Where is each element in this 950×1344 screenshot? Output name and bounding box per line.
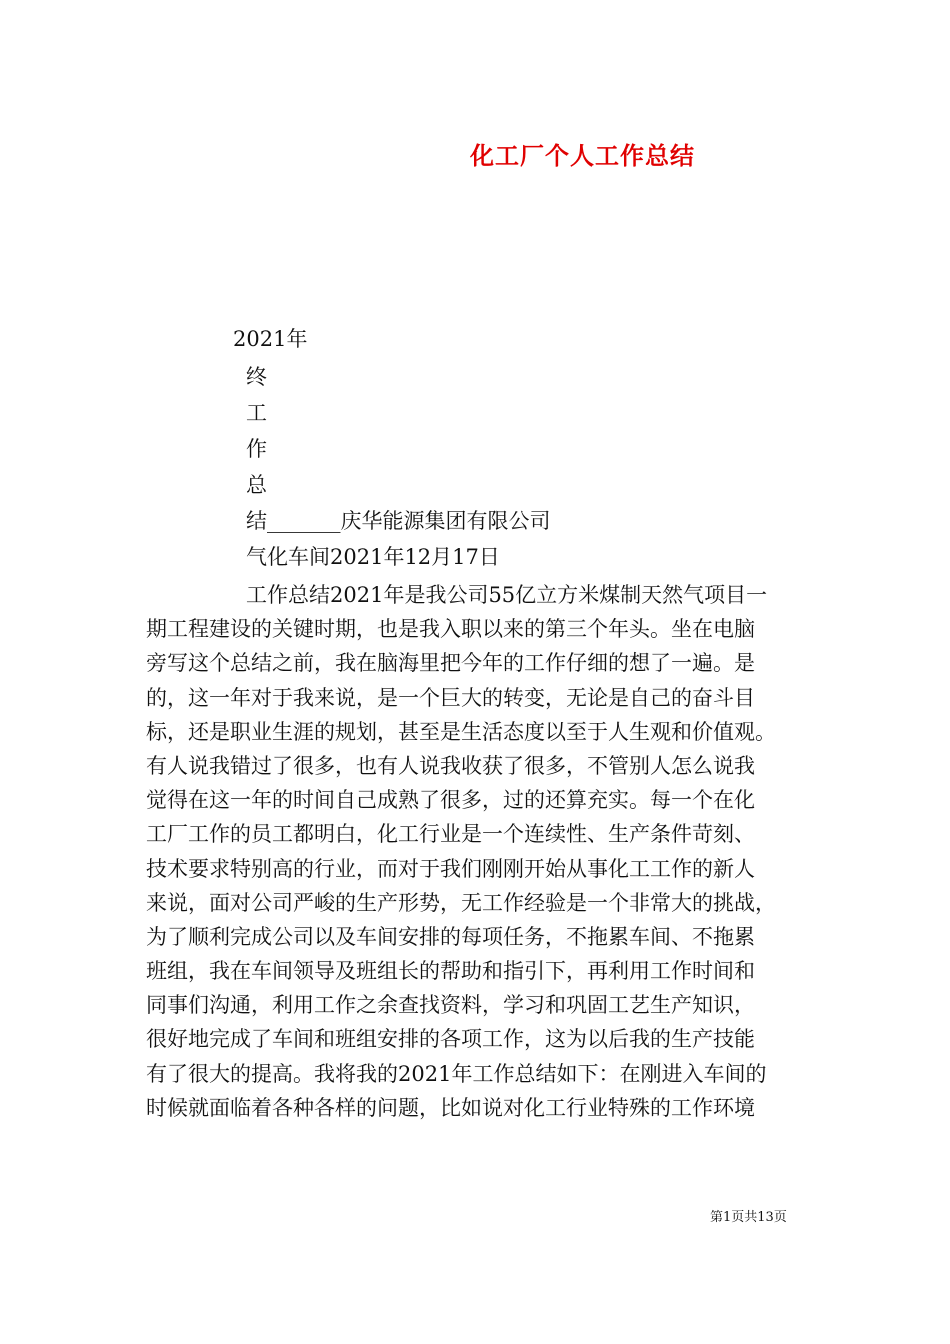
body-line: 工作总结2021年是我公司55亿立方米煤制天然气项目一 xyxy=(246,583,768,607)
body-line: 同事们沟通，利用工作之余查找资料，学习和巩固工艺生产知识， xyxy=(146,993,755,1018)
heading-vertical-char: 作 xyxy=(246,437,267,461)
document-title: 化工厂个人工作总结 xyxy=(470,141,695,170)
heading-vertical-char: 总 xyxy=(246,473,267,497)
body-line: 工厂工作的员工都明白，化工行业是一个连续性、生产条件苛刻、 xyxy=(146,822,755,847)
body-line: 期工程建设的关键时期，也是我入职以来的第三个年头。坐在电脑 xyxy=(146,617,755,642)
body-line: 的，这一年对于我来说，是一个巨大的转变，无论是自己的奋斗目 xyxy=(146,685,755,710)
body-line: 有人说我错过了很多，也有人说我收获了很多，不管别人怎么说我 xyxy=(146,753,755,778)
body-line: 为了顺利完成公司以及车间安排的每项任务，不拖累车间、不拖累 xyxy=(146,924,755,949)
body-line: 觉得在这一年的时间自己成熟了很多，过的还算充实。每一个在化 xyxy=(146,788,755,813)
page-number: 第1页共13页 xyxy=(710,1210,787,1225)
heading-vertical-char: 终 xyxy=(246,365,267,389)
company-line: 结_______庆华能源集团有限公司 xyxy=(246,509,551,533)
body-line: 技术要求特别高的行业，而对于我们刚刚开始从事化工工作的新人 xyxy=(146,856,755,881)
body-line: 旁写这个总结之前，我在脑海里把今年的工作仔细的想了一遍。是 xyxy=(146,651,755,676)
body-line: 标，还是职业生涯的规划，甚至是生活态度以至于人生观和价值观。 xyxy=(146,719,776,744)
body-line: 来说，面对公司严峻的生产形势，无工作经验是一个非常大的挑战， xyxy=(146,890,776,915)
department-date: 气化车间2021年12月17日 xyxy=(246,545,500,569)
body-line: 时候就面临着各种各样的问题，比如说对化工行业特殊的工作环境 xyxy=(146,1095,755,1120)
body-line: 班组，我在车间领导及班组长的帮助和指引下，再利用工作时间和 xyxy=(146,959,755,984)
heading-vertical-char: 工 xyxy=(246,401,267,425)
body-line: 很好地完成了车间和班组安排的各项工作，这为以后我的生产技能 xyxy=(146,1027,755,1052)
heading-year: 2021年 xyxy=(233,327,308,351)
body-paragraph xyxy=(146,578,806,1125)
body-line: 有了很大的提高。我将我的2021年工作总结如下：在刚进入车间的 xyxy=(146,1061,767,1086)
